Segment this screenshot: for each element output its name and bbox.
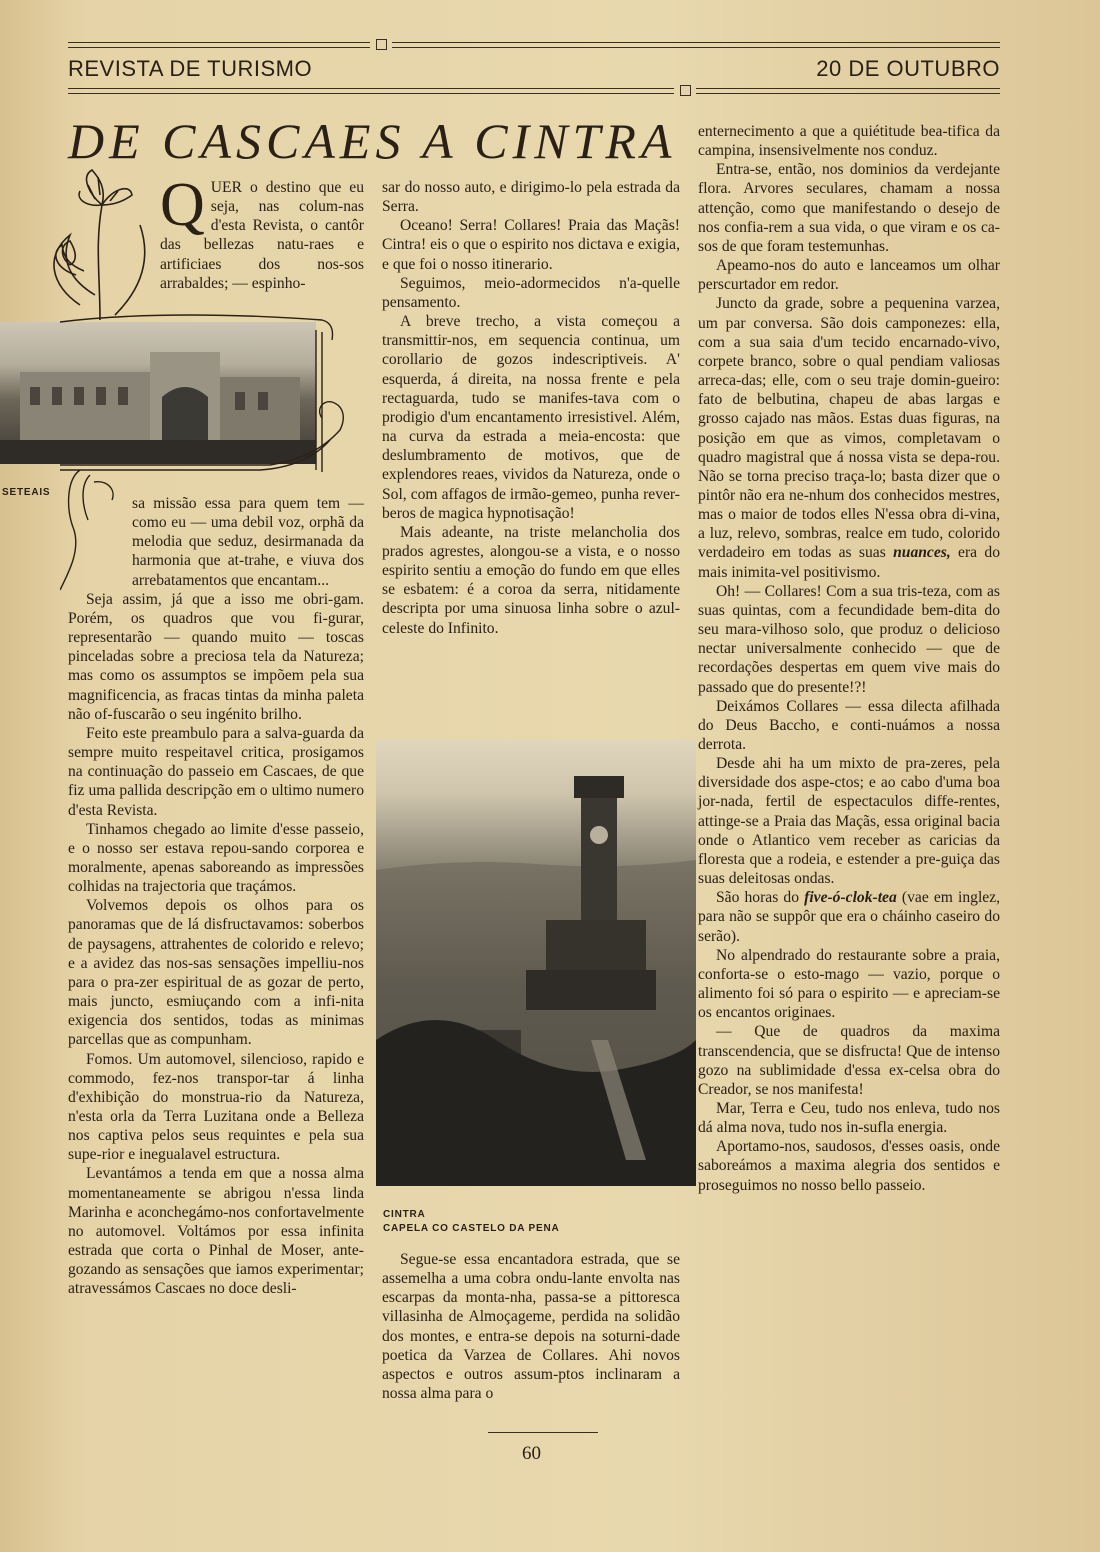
- page-number: 60: [522, 1443, 541, 1464]
- col2-paragraph-2: Oceano! Serra! Collares! Praia das Maçãs! Cintra! eis o que o espirito nos dictava e exigia, e que foi o nosso itinerario.: [382, 217, 680, 273]
- col1-paragraph-6: Fomos. Um automovel, silencioso, rapido e commodo, fez-nos transpor-tar á linha d'exhibição do monstrua-rio da Natureza, n'esta orla da Terra Luzitana onde a Belleza nos captiva pelos seus requintes e pela sua supe-rior e inegualavel estructura.: [68, 1050, 364, 1164]
- header-rule-top-left: [68, 42, 370, 48]
- col2-paragraph-5: Mais adeante, na triste melancholia dos prados agrestes, alongou-se a vista, e o nosso espirito sentiu a emoção do fundo em que elles se esbatem: é a coroa da serra, nitidamente descripta por uma sinuosa linha sobre o azul-celeste do Infinito.: [382, 523, 680, 637]
- col1-paragraph-3: Feito este preambulo para a salva-guarda da sempre muito respeitavel critica, prosigamos na continuação do passeio em Cascaes, de que fiz uma pallida descripção em o ultimo numero d'esta Revista.: [68, 724, 364, 819]
- col3-p4-text-b: era do mais inimita-vel positivismo.: [698, 544, 1000, 581]
- col1-paragraph-5: Volvemos depois os olhos para os panoramas que de lá disfructavamos: soberbos de paysagens, attrahentes de colorido e relevo; e a avidez das nos-sas sensações impelliu-nos para o pra-zer espiritual de as gozar de perto, mais juncto, esmiuçando com a infi-nita exigencia dos sentidos, todas as minimas parcellas que as compunham.: [68, 897, 364, 1049]
- col3-p4-text-a: Juncto da grade, sobre a pequenina varzea, um par conversa. São dois camponezes: ella, com a sua saia d'um tecido encarnado-vivo, corpete branco, sobre o qual pendiam valiosas arreca-das; elle, com o seu traje domin-gueiro: fato de belbutina, chapeu de abas largas e grosso cajado nas mãos. Estas duas figuras, na posição em que as vimos, completavam o quadro magistral que á nossa vista se depa-rou. Não se torna preciso traça-lo; basta dizer que o pintôr não era ne-nhum dos conhecidos mestres, mas o maior de todos elles N'essa obra di-vina, a luz, relevo, sombras, realce em tudo, colorido verdadeiro em todas as suas: [698, 295, 1000, 562]
- col1-paragraph-4: Tinhamos chegado ao limite d'esse passeio, e o nosso ser estava repou-sando corporea e moralmente, apenas saboreando as impressões colhidas na trajectoria que traçámos.: [68, 820, 364, 896]
- col3-p8-emphasis: five-ó-clok-tea: [804, 889, 897, 907]
- col1-paragraph-7: Levantámos a tenda em que a nossa alma momentaneamente se abrigou n'essa linda Marinha e aconchegámo-nos confortavelmente no automovel. Voltámos por essa infinita estrada que corta o Pinhal de Moser, ante-gozando as sensações que iamos experimentar; atravessámos Cascaes no doce desli-: [68, 1165, 364, 1298]
- col2-paragraph-1: sar do nosso auto, e dirigimo-lo pela estrada da Serra.: [382, 179, 680, 216]
- col3-paragraph-7: Desde ahi ha um mixto de pra-zeres, pela diversidade dos aspe-ctos; e ao cabo d'uma boa jor-nada, fertil de espectaculos diffe-rentes, attinge-se a Praia das Maçãs, essa original bacia onde o Atlantico vem receber as caricias da floresta que a rodeia, e estender a pre-guiça das suas deleitosas ondas.: [698, 755, 1000, 888]
- col3-paragraph-3: Apeamo-nos do auto e lanceamos um olhar perscurtador em redor.: [698, 257, 1000, 294]
- col3-paragraph-11: Mar, Terra e Ceu, tudo nos enleva, tudo nos dá alma nova, tudo nos in-sufla energia.: [698, 1099, 1000, 1137]
- header-ornament-bottom: [680, 85, 691, 96]
- column-2-bottom: [382, 1250, 680, 1403]
- col3-paragraph-6: Deixámos Collares — essa dilecta afilhada do Deus Baccho, e conti-nuámos a nossa derrota.: [698, 697, 1000, 753]
- issue-date: 20 DE OUTUBRO: [816, 56, 1000, 81]
- col1-p1-continuation: sa missão essa para quem tem — como eu — uma debil voz, orphã da melodia que seduz, desirmanada da harmonia que at-trahe, e viuva dos arrebatamentos que encantam...: [132, 495, 364, 589]
- col1-p1-lead-text: UER o destino que eu seja, nas colum-nas d'esta Revista, o cantôr das bellezas natu-raes e artificiaes dos nos-sos arrabaldes; — espinho-: [160, 179, 364, 292]
- header-ornament-top: [376, 39, 387, 50]
- col2-paragraph-4: A breve trecho, a vista começou a transmittir-nos, em sequencia continua, um corollario de gozos indescriptiveis. A' esquerda, á direita, na nossa frente e pela rectaguarda, tudo se manifes-tava com o prodigio d'um encantamento irresistivel. Além, na curva da estrada a meia-encosta: que deslumbramento de motivos, que de explendores reaes, vividos da Natureza, onde o Sol, com affagos de irmão-gemeo, punha rever-beros de magica hypnotisação!: [382, 313, 680, 522]
- col3-paragraph-2: Entra-se, então, nos dominios da verdejante flora. Arvores seculares, chamam a nossa attenção, como que manifestando o desejo de nos confia-rem a sua vida, o que viram e os ca-sos de que foram testemunhas.: [698, 161, 1000, 255]
- col2-paragraph-3: Seguimos, meio-adormecidos n'a-quelle pensamento.: [382, 274, 680, 311]
- pena-caption-line-2: CAPELA CO CASTELO DA PENA: [383, 1223, 560, 1234]
- col3-paragraph-4: [698, 294, 1000, 581]
- col3-p8-text-a: São horas do: [716, 889, 799, 907]
- pena-castle-drawing: [376, 740, 696, 1186]
- col3-paragraph-10: — Que de quadros da maxima transcendencia, que se disfructa! Que de intenso gozo na sublimidade d'essa ex-celsa obra do Creador, se nos manifesta!: [698, 1023, 1000, 1098]
- col1-paragraph-2: Seja assim, já que a isso me obri-gam. Porém, os quadros que vou fi-gurar, representarão — quando muito — toscas pinceladas sobre a preciosa tela da Natureza; mas como os assumptos se impõem pela sua magnificencia, as fracas tintas da minha paleta não of-fuscarão o seu ingénito brilho.: [68, 590, 364, 723]
- col3-p8-text-b: (vae em inglez, para não se suppôr que era o cháinho caseiro do serão).: [698, 889, 1001, 945]
- col3-paragraph-8: [698, 888, 1000, 945]
- column-1-intro: [160, 171, 364, 293]
- pena-caption-line-1: CINTRA: [383, 1209, 426, 1220]
- header-rule-bottom-left: [68, 88, 674, 94]
- article-title: DE CASCAES A CINTRA: [68, 113, 677, 169]
- col3-paragraph-12: Aportamo-nos, saudosos, d'esses oasis, onde saboreámos a maxima alegria dos sentidos e proseguimos no nosso bello passeio.: [698, 1138, 1000, 1194]
- header-rule-top-right: [392, 42, 1000, 48]
- drop-cap-q: Q: [160, 171, 205, 239]
- col3-p4-emphasis: nuances,: [893, 544, 951, 562]
- col3-paragraph-9: No alpendrado do restaurante sobre a praia, conforta-se o esto-mago — vazio, porque o alimento foi só para o espirito — e apreciam-se os encantos originaes.: [698, 946, 1000, 1022]
- magazine-title: REVISTA DE TURISMO: [68, 56, 313, 81]
- col2-paragraph-6: Segue-se essa encantadora estrada, que se assemelha a uma cobra ondu-lante envolta nas escarpas da monta-nha, passa-se a pittoresca villasinha de Almoçageme, perdida na solidão dos montes, e entra-se depois na soturni-dade poetica da Varzea de Collares. Ahi novos aspectos e outros assum-ptos inclinaram a nossa alma para o: [382, 1251, 680, 1403]
- col3-paragraph-1: enternecimento a que a quiétitude bea-tifica da campina, insensivelmente nos conduz.: [698, 123, 1000, 160]
- column-3: [698, 122, 1000, 1195]
- header-rule-bottom-right: [696, 88, 1000, 94]
- col3-paragraph-5: Oh! — Collares! Com a sua tris-teza, com as suas quintas, com a fecundidade bem-dita do seu mara-vilhoso solo, que produz o delicioso nectar universalmente conhecido — que de recordações despertas em quem vive mais do passado que do presente!?!: [698, 582, 1000, 696]
- seteais-caption: SETEAIS: [2, 487, 51, 498]
- col1-paragraph-1: [160, 171, 364, 293]
- footer-rule: [488, 1432, 598, 1433]
- pena-chapel-photo: [376, 740, 696, 1186]
- column-2-top: [382, 178, 680, 638]
- column-1: [68, 494, 364, 1299]
